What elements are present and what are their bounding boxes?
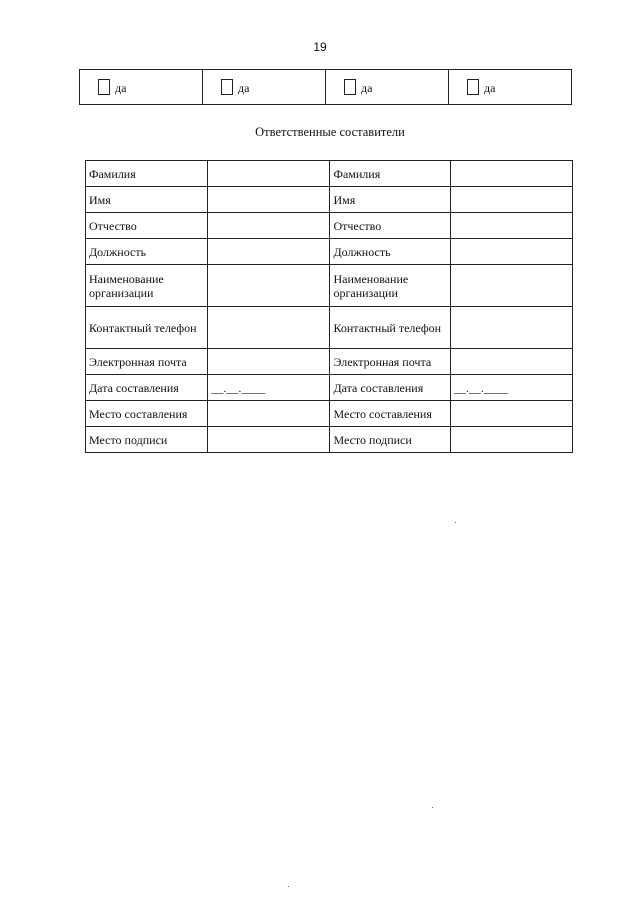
table-row (86, 401, 573, 427)
left-value-field[interactable] (208, 161, 330, 187)
checkbox-label: да (484, 80, 496, 95)
left-value-field[interactable] (208, 307, 330, 349)
right-value-field[interactable] (450, 161, 572, 187)
table-row (86, 375, 573, 401)
left-value-field[interactable] (208, 349, 330, 375)
scan-speck (455, 522, 456, 523)
checkbox-icon[interactable] (221, 79, 233, 95)
section-title: Ответственные составители (255, 125, 405, 139)
checkbox-label: да (361, 80, 373, 95)
table-row (86, 161, 573, 187)
table-row (86, 349, 573, 375)
checkbox-label: да (238, 80, 250, 95)
right-label: Фамилия (330, 161, 450, 187)
right-label: Имя (330, 187, 450, 213)
table-row (86, 307, 573, 349)
right-label: Наименование организации (330, 265, 450, 307)
table-row (86, 239, 573, 265)
right-value-field[interactable] (450, 187, 572, 213)
left-label: Дата составления (86, 375, 208, 401)
left-label: Имя (86, 187, 208, 213)
checkbox-row-table (79, 69, 572, 105)
scan-speck (288, 886, 289, 887)
right-value-field[interactable] (450, 265, 572, 307)
table-row (86, 213, 573, 239)
left-value-field[interactable] (208, 265, 330, 307)
checkbox-icon[interactable] (467, 79, 479, 95)
table-row (86, 187, 573, 213)
right-label: Место подписи (330, 427, 450, 453)
checkbox-icon[interactable] (344, 79, 356, 95)
left-value-field[interactable] (208, 401, 330, 427)
left-value-field[interactable] (208, 213, 330, 239)
checkbox-icon[interactable] (98, 79, 110, 95)
left-label: Отчество (86, 213, 208, 239)
responsible-compilers-table (85, 160, 573, 453)
checkbox-label: да (115, 80, 127, 95)
table-row (86, 265, 573, 307)
left-value-field[interactable] (208, 187, 330, 213)
right-label: Электронная почта (330, 349, 450, 375)
checkbox-cell (203, 70, 326, 105)
right-label: Контактный телефон (330, 307, 450, 349)
table-row (86, 427, 573, 453)
left-label: Должность (86, 239, 208, 265)
left-label: Контактный телефон (86, 307, 208, 349)
checkbox-cell (326, 70, 449, 105)
right-label: Должность (330, 239, 450, 265)
right-value-field[interactable] (450, 307, 572, 349)
left-label: Фамилия (86, 161, 208, 187)
right-value-field[interactable] (450, 427, 572, 453)
left-label: Электронная почта (86, 349, 208, 375)
right-label: Отчество (330, 213, 450, 239)
right-value-field[interactable] (450, 213, 572, 239)
checkbox-cell (449, 70, 572, 105)
left-value-field[interactable] (208, 427, 330, 453)
right-value-field[interactable] (450, 239, 572, 265)
right-label: Дата составления (330, 375, 450, 401)
left-date-field[interactable]: __.__.____ (208, 375, 330, 401)
right-value-field[interactable] (450, 349, 572, 375)
right-label: Место составления (330, 401, 450, 427)
right-date-field[interactable]: __.__.____ (450, 375, 572, 401)
right-value-field[interactable] (450, 401, 572, 427)
scan-speck (432, 807, 433, 808)
checkbox-cell (80, 70, 203, 105)
page-number: 19 (313, 40, 327, 54)
left-value-field[interactable] (208, 239, 330, 265)
left-label: Место подписи (86, 427, 208, 453)
left-label: Место составления (86, 401, 208, 427)
left-label: Наименование организации (86, 265, 208, 307)
